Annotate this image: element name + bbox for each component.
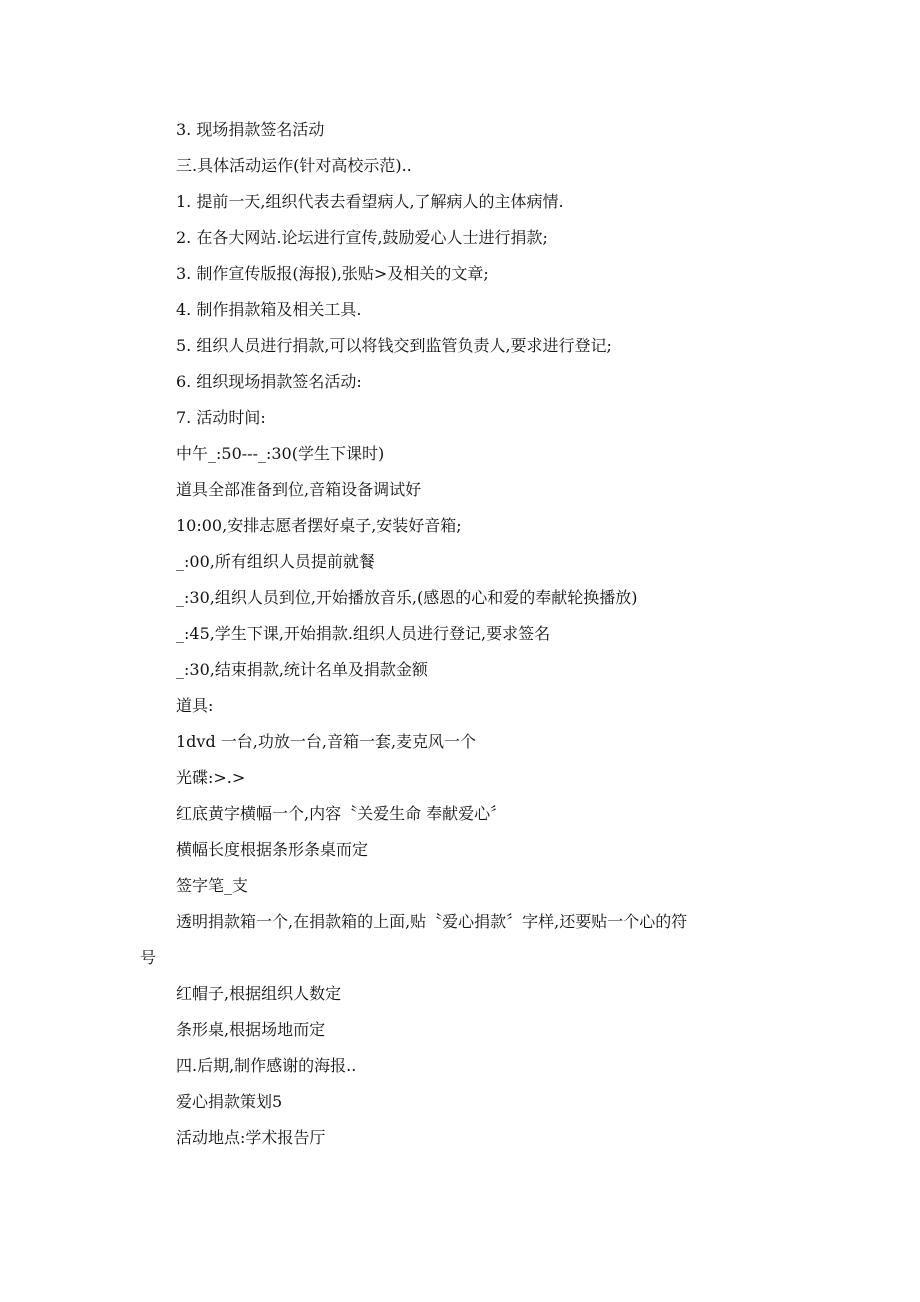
list-item: 7. 活动时间:: [176, 408, 266, 427]
paragraph: 横幅长度根据条形条桌而定: [176, 840, 369, 859]
paragraph: 爱心捐款策划5: [176, 1092, 283, 1111]
paragraph: 红帽子,根据组织人数定: [176, 984, 342, 1003]
paragraph: 签字笔_支: [176, 876, 249, 895]
paragraph: _:00,所有组织人员提前就餐: [176, 552, 375, 571]
list-item: 3. 现场捐款签名活动: [176, 120, 325, 139]
paragraph-continuation: 号: [140, 948, 157, 967]
paragraph: 红底黄字横幅一个,内容〝关爱生命 奉献爱心〞: [176, 804, 507, 823]
paragraph: _:45,学生下课,开始捐款.组织人员进行登记,要求签名: [176, 624, 551, 643]
paragraph: _:30,结束捐款,统计名单及捐款金额: [176, 660, 428, 679]
document-body: [140, 112, 780, 1156]
list-item: 4. 制作捐款箱及相关工具.: [176, 300, 362, 319]
list-item: 3. 制作宣传版报(海报),张贴>及相关的文章;: [176, 264, 489, 283]
paragraph: 1dvd 一台,功放一台,音箱一套,麦克风一个: [176, 732, 477, 751]
list-item: 6. 组织现场捐款签名活动:: [176, 372, 362, 391]
paragraph: 中午_:50---_:30(学生下课时): [176, 444, 385, 463]
paragraph: 活动地点:学术报告厅: [176, 1128, 326, 1147]
section-heading: 三.具体活动运作(针对高校示范)..: [176, 156, 412, 175]
paragraph: 条形桌,根据场地而定: [176, 1020, 326, 1039]
paragraph: 道具:: [176, 696, 214, 715]
paragraph: _:30,组织人员到位,开始播放音乐,(感恩的心和爱的奉献轮换播放): [176, 588, 638, 607]
paragraph: 透明捐款箱一个,在捐款箱的上面,贴〝爱心捐款〞字样,还要贴一个心的符: [176, 912, 688, 931]
list-item: 2. 在各大网站.论坛进行宣传,鼓励爱心人士进行捐款;: [176, 228, 548, 247]
paragraph: 道具全部准备到位,音箱设备调试好: [176, 480, 422, 499]
paragraph: 光碟:>.>: [176, 768, 246, 787]
list-item: 1. 提前一天,组织代表去看望病人,了解病人的主体病情.: [176, 192, 564, 211]
list-item: 5. 组织人员进行捐款,可以将钱交到监管负责人,要求进行登记;: [176, 336, 612, 355]
section-heading: 四.后期,制作感谢的海报..: [176, 1056, 357, 1075]
paragraph: 10:00,安排志愿者摆好桌子,安装好音箱;: [176, 516, 462, 535]
